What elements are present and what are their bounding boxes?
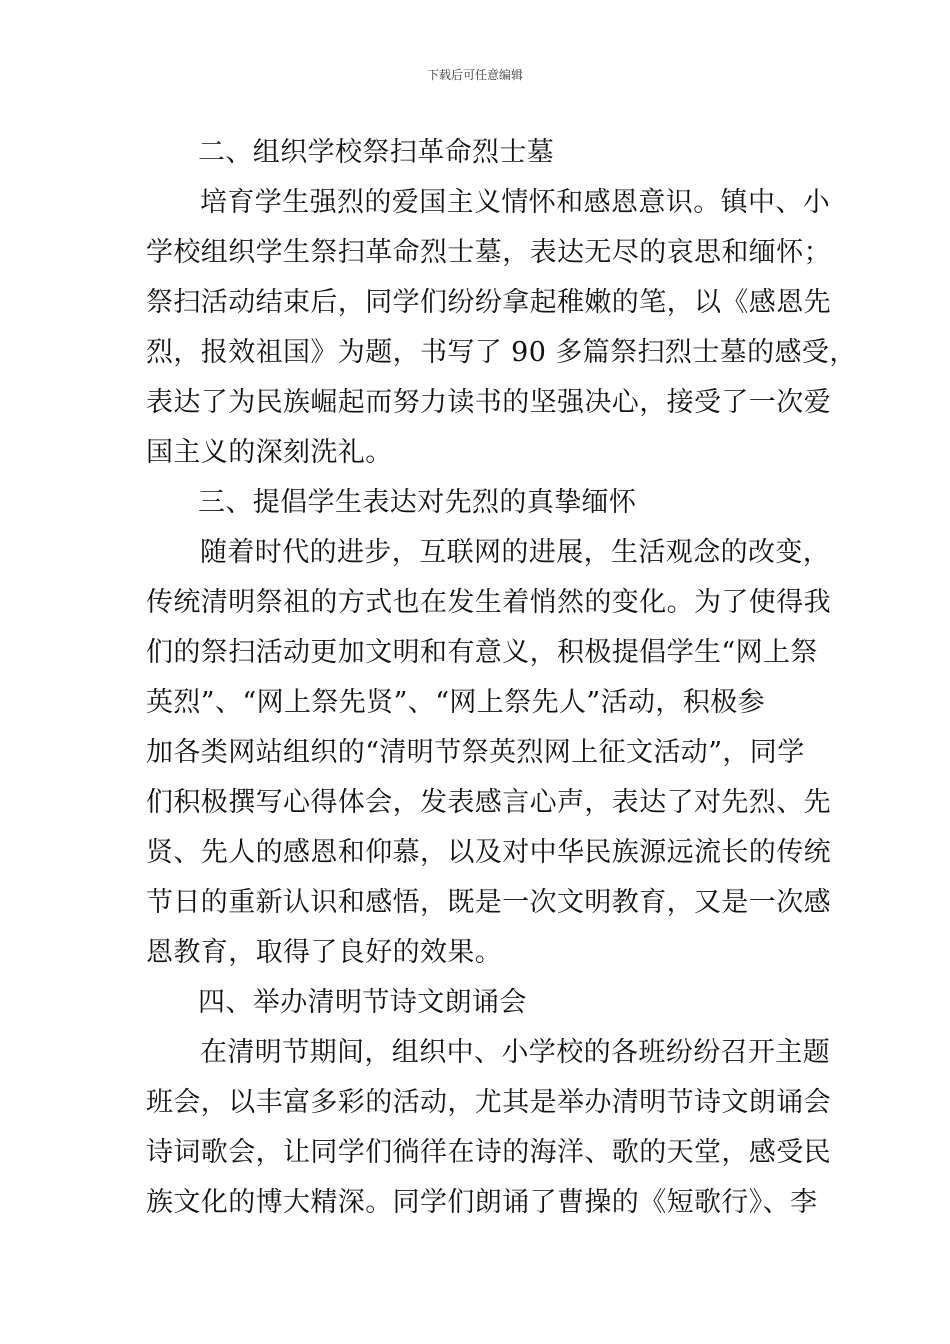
paragraph-line: 烈，报效祖国》为题，书写了 90 多篇祭扫烈士墓的感受， [146,337,857,368]
paragraph-line: 班会，以丰富多彩的活动，尤其是举办清明节诗文朗诵会 [146,1087,831,1118]
section-heading: 四、举办清明节诗文朗诵会 [198,987,527,1018]
paragraph-line: 们积极撰写心得体会，发表感言心声，表达了对先烈、先 [146,787,831,818]
paragraph-line: 传统清明祭祖的方式也在发生着悄然的变化。为了使得我 [146,587,831,618]
paragraph-line: 学校组织学生祭扫革命烈士墓，表达无尽的哀思和缅怀； [146,237,831,268]
paragraph-line: 国主义的深刻洗礼。 [146,437,393,468]
paragraph-line: 表达了为民族崛起而努力读书的坚强决心，接受了一次爱 [146,387,831,418]
section-heading: 三、提倡学生表达对先烈的真挚缅怀 [198,487,637,518]
paragraph-line: 们的祭扫活动更加文明和有意义，积极提倡学生“网上祭 [146,637,818,668]
paragraph-line: 培育学生强烈的爱国主义情怀和感恩意识。镇中、小 [200,187,831,218]
paragraph-line: 族文化的博大精深。同学们朗诵了曹操的《短歌行》、李 [146,1187,818,1218]
section-heading: 二、组织学校祭扫革命烈士墓 [198,137,555,168]
paragraph-line: 节日的重新认识和感悟，既是一次文明教育，又是一次感 [146,887,831,918]
paragraph-line: 诗词歌会，让同学们徜徉在诗的海洋、歌的天堂，感受民 [146,1137,831,1168]
paragraph-line: 英烈”、“网上祭先贤”、“网上祭先人”活动，积极参 [146,687,766,718]
page-header: 下载后可任意编辑 [426,68,523,82]
document-body [146,128,857,1228]
paragraph-line: 随着时代的进步，互联网的进展，生活观念的改变， [200,537,831,568]
paragraph-line: 贤、先人的感恩和仰慕，以及对中华民族源远流长的传统 [146,837,831,868]
paragraph-line: 恩教育，取得了良好的效果。 [146,937,503,968]
paragraph-line: 加各类网站组织的“清明节祭英烈网上征文活动”，同学 [146,737,805,768]
paragraph-line: 祭扫活动结束后，同学们纷纷拿起稚嫩的笔，以《感恩先 [146,287,831,318]
paragraph-line: 在清明节期间，组织中、小学校的各班纷纷召开主题 [200,1037,831,1068]
